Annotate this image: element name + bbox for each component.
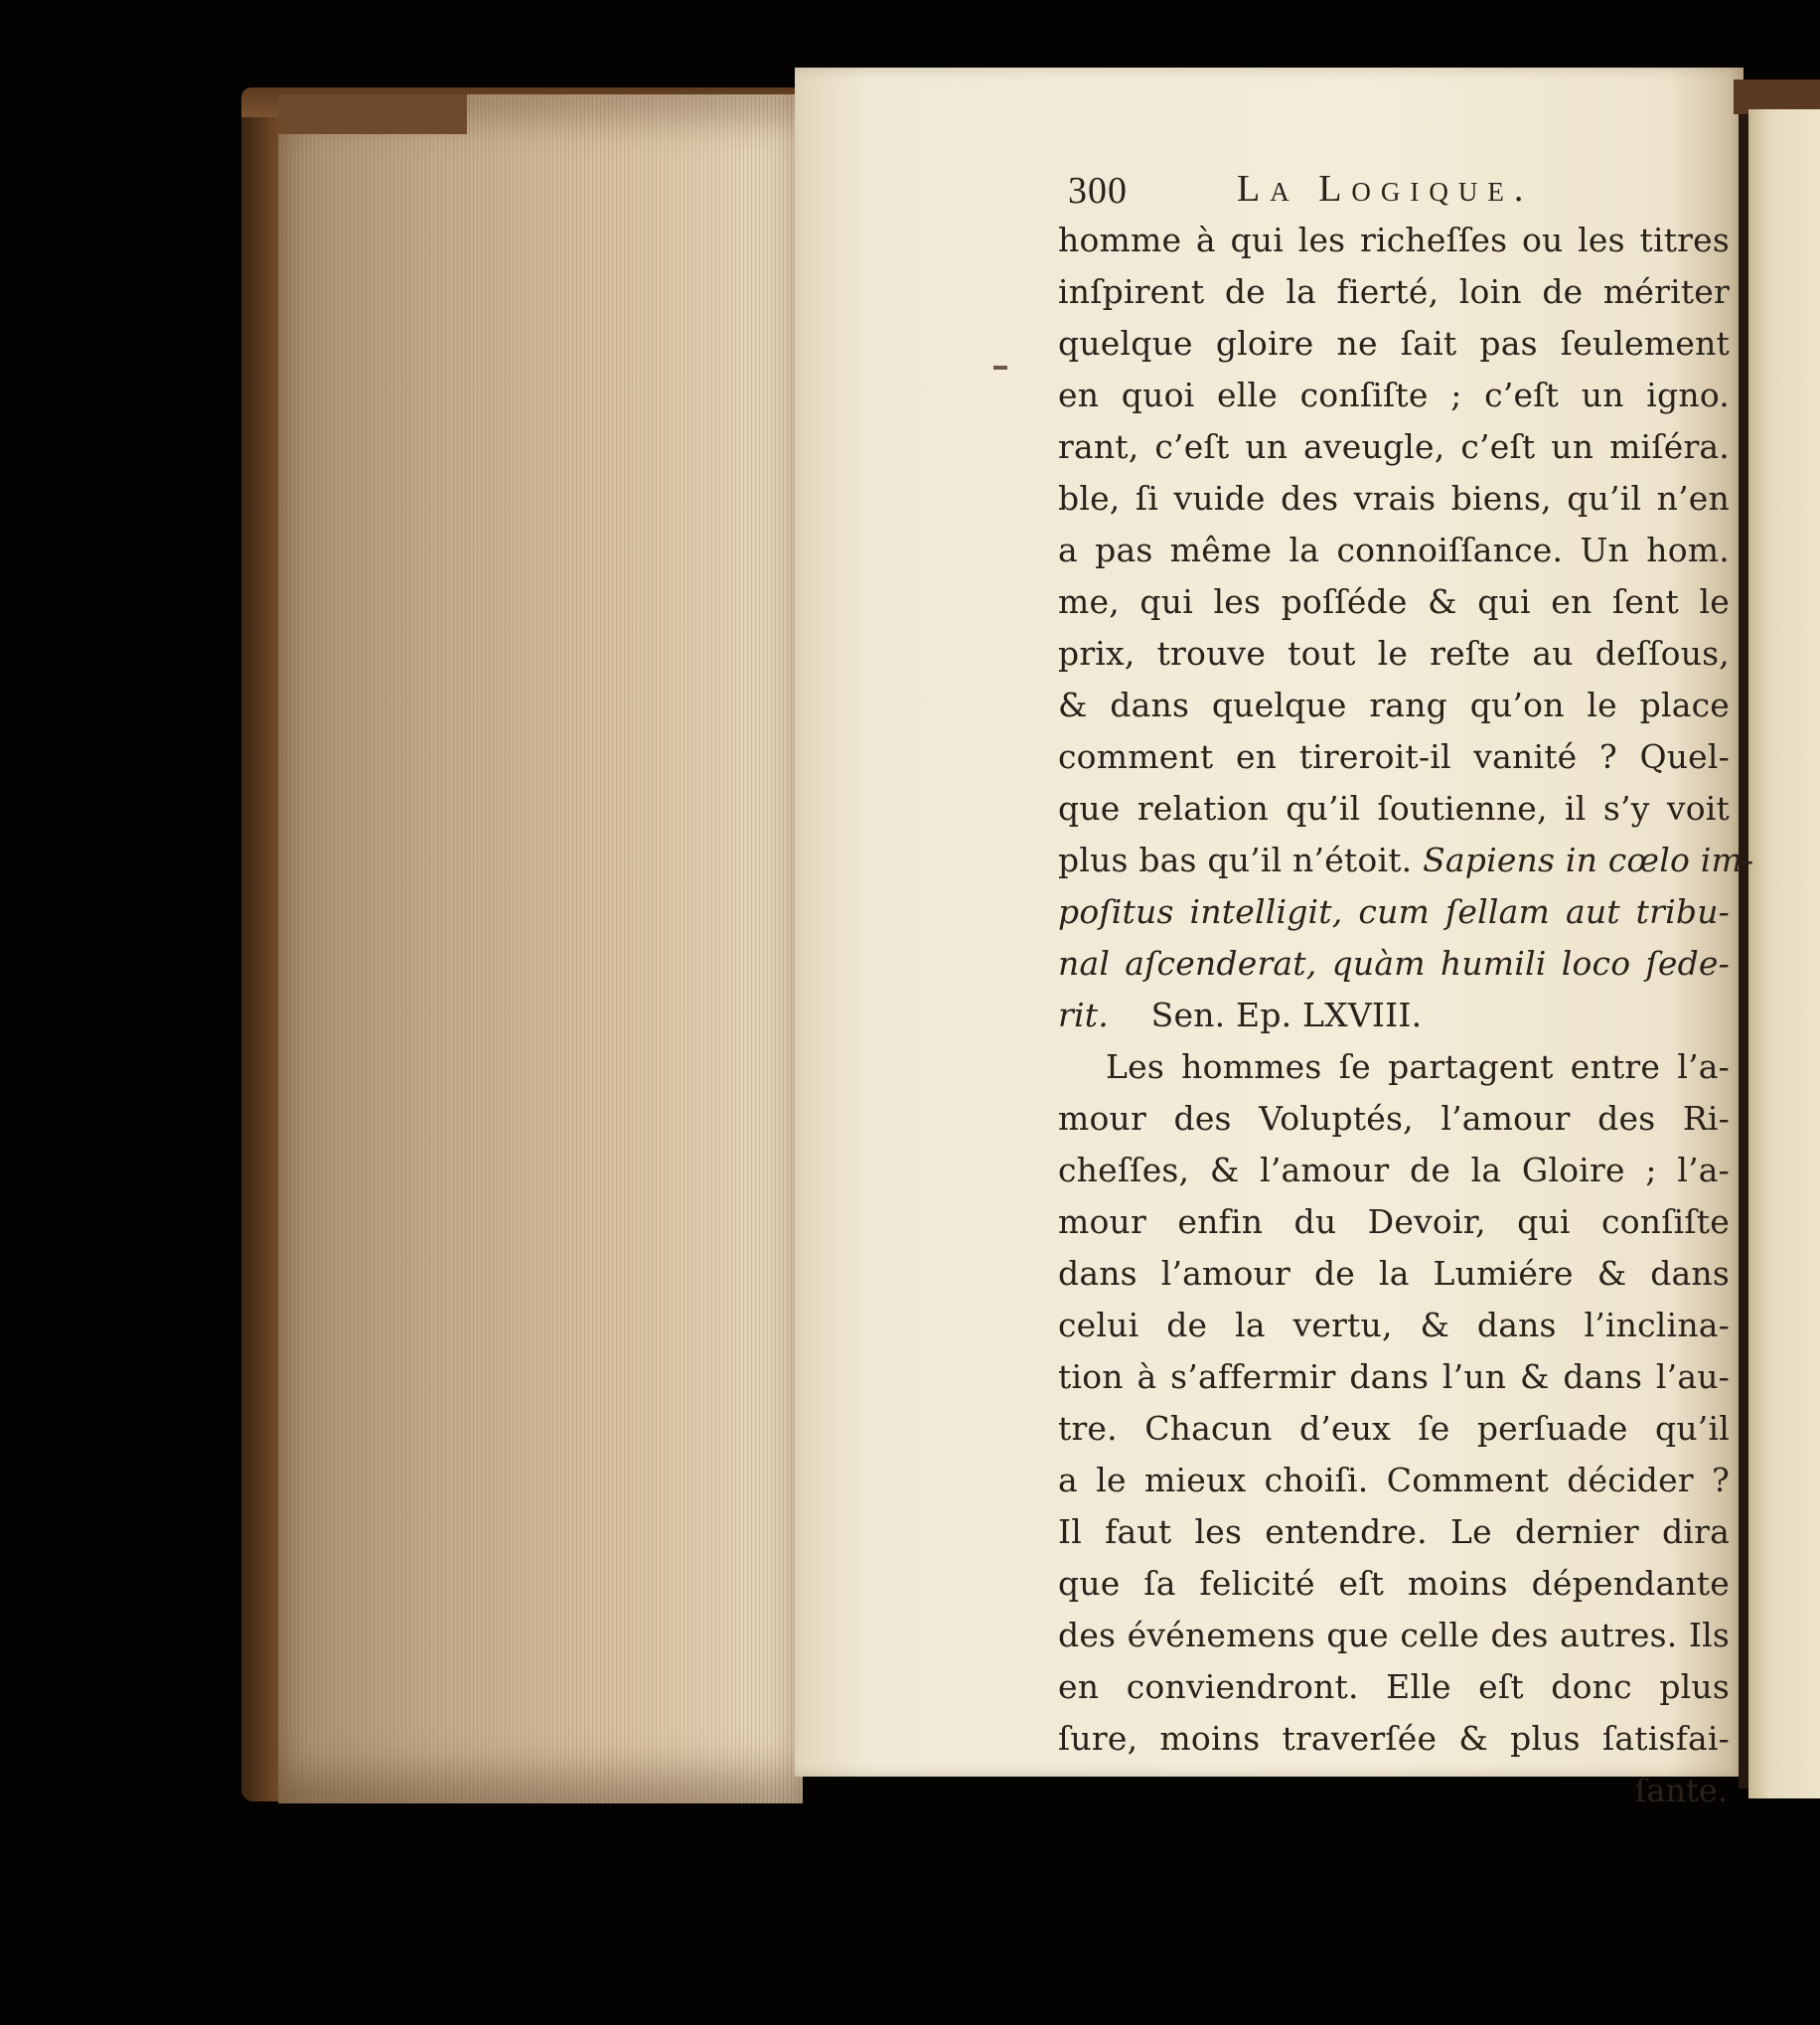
paragraph-line: Les hommes ſe partagent entre l’a- (1106, 1047, 1730, 1086)
page-text (1058, 167, 1754, 1816)
text-line: & dans quelque rang qu’on le place (1058, 686, 1730, 724)
text-line: en quoi elle conſiſte ; c’eſt un igno. (1058, 376, 1730, 414)
paragraph-line: que ſa felicité eſt moins dépendante (1058, 1564, 1730, 1603)
paragraph-line: celui de la vertu, & dans l’inclina- (1058, 1306, 1730, 1344)
page-number: 300 (1068, 170, 1128, 212)
latin-quote-line: nal aſcenderat, quàm humili loco ſede- (1058, 944, 1730, 983)
text-line: ble, ſi vuide des vrais biens, qu’il n’en (1058, 479, 1730, 518)
margin-mark (993, 366, 1007, 370)
paragraph-line: mour des Voluptés, l’amour des Ri- (1058, 1099, 1730, 1138)
text-line: a pas même la connoiſſance. Un hom. (1058, 531, 1730, 569)
paragraph-line: tre. Chacun d’eux ſe perſuade qu’il (1058, 1409, 1730, 1448)
latin-quote: Sapiens in cœlo im- (1423, 841, 1754, 879)
paragraph-line: a le mieux choiſi. Comment décider ? (1058, 1461, 1730, 1499)
text-line: me, qui les poſſéde & qui en ſent le (1058, 582, 1730, 621)
paragraph-line: tion à s’affermir dans l’un & dans l’au- (1058, 1357, 1730, 1396)
page-stack (278, 94, 803, 1803)
catchword: ſante. (1634, 1772, 1728, 1809)
paragraph-line: dans l’amour de la Lumiére & dans (1058, 1254, 1730, 1293)
page-header (1058, 167, 1730, 215)
facing-page-edge (1748, 109, 1820, 1798)
text-line: que relation qu’il ſoutienne, il s’y voit (1058, 789, 1730, 828)
latin-quote-line: poſitus intelligit, cum ſellam aut tribu- (1058, 892, 1730, 931)
citation-end: rit. (1058, 996, 1109, 1034)
citation-line (1058, 990, 1730, 1041)
paragraph-line: des événemens que celle des autres. Ils (1058, 1616, 1730, 1654)
paragraph-line: ſure, moins traverſée & plus ſatisfai- (1058, 1719, 1730, 1758)
text-line: rant, c’eſt un aveugle, c’eſt un miſéra. (1058, 427, 1730, 466)
text-line: quelque gloire ne ſait pas ſeulement (1058, 324, 1730, 363)
text-line: prix, trouve tout le reſte au deſſous, (1058, 634, 1730, 673)
paragraph-line: en conviendront. Elle eſt donc plus (1058, 1667, 1730, 1706)
paragraph-line: Il faut les entendre. Le dernier dira (1058, 1512, 1730, 1551)
text-line: inſpirent de la fierté, loin de mériter (1058, 272, 1730, 311)
text-line-with-latin (1058, 835, 1754, 886)
page-stack-shadow (278, 94, 467, 134)
running-head: La Logique. (1237, 168, 1534, 210)
paragraph-line: mour enfin du Devoir, qui conſiſte (1058, 1202, 1730, 1241)
text-fragment: plus bas qu’il n’étoit. (1058, 841, 1413, 879)
paragraph-line: cheſſes, & l’amour de la Gloire ; l’a- (1058, 1151, 1730, 1189)
text-line: homme à qui les richeſſes ou les titres (1058, 221, 1730, 259)
citation: Sen. Ep. LXVIII. (1150, 996, 1423, 1034)
text-line: comment en tireroit-il vanité ? Quel- (1058, 737, 1730, 776)
